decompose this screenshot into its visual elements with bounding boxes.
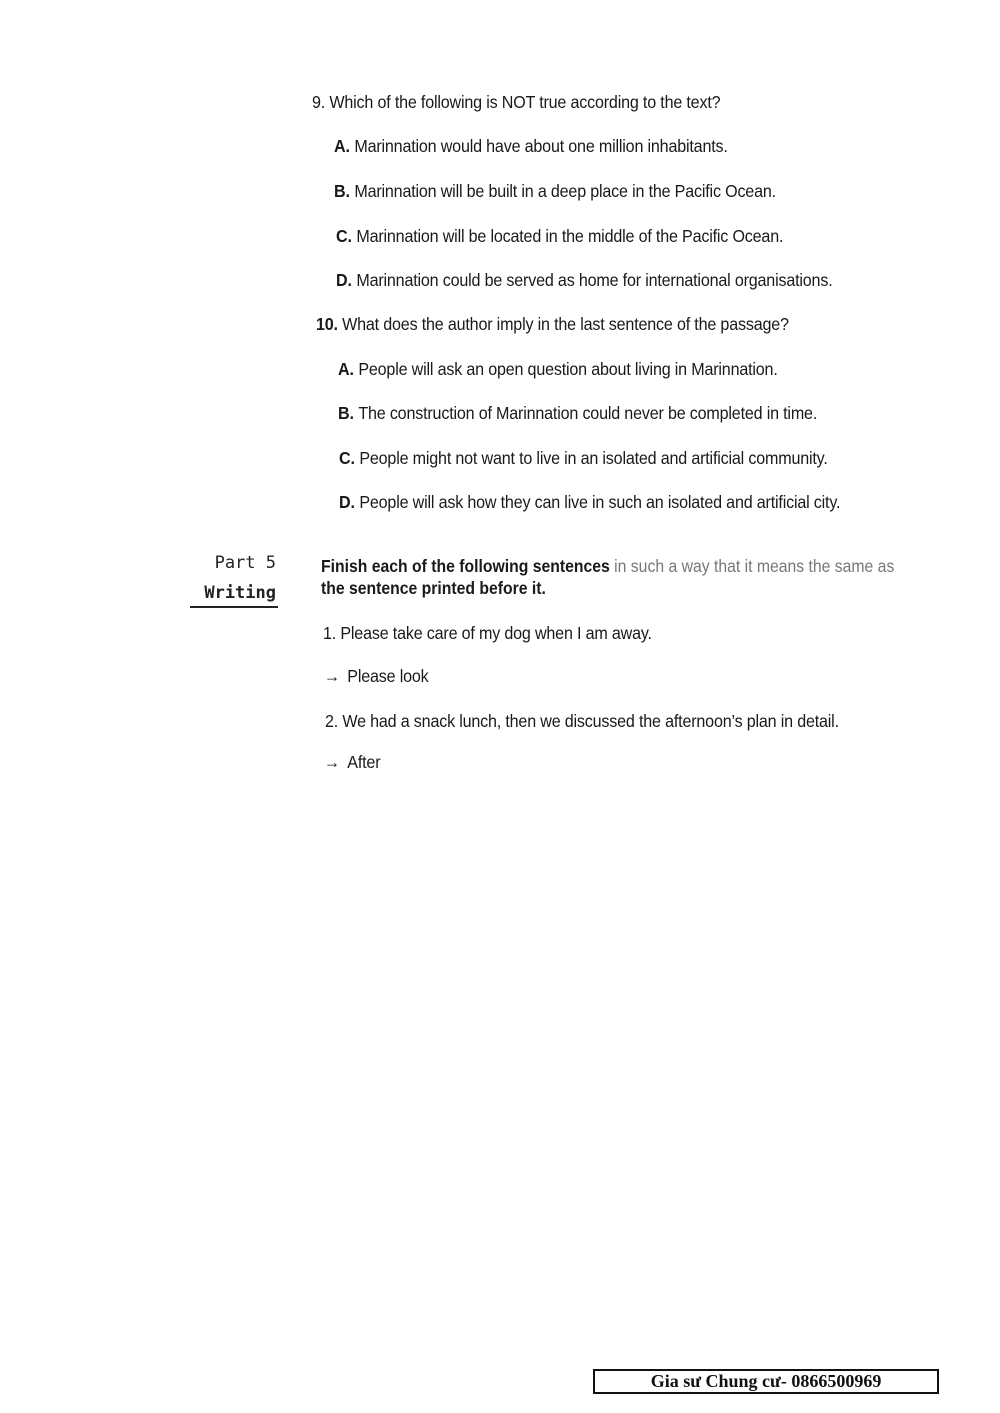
q9-option-a (334, 135, 728, 157)
item-number: 2. (325, 711, 339, 731)
part-label: Part 5 (214, 553, 276, 573)
question-number: 10. (316, 314, 338, 334)
prompt-text: After (347, 752, 381, 772)
question-9 (312, 91, 720, 113)
item-text: Please take care of my dog when I am away. (340, 623, 652, 643)
item-text: We had a snack lunch, then we discussed the afternoon’s plan in detail. (342, 711, 839, 731)
arrow-right-icon: → (324, 752, 340, 772)
option-text: People will ask how they can live in such an isolated and artificial city. (359, 492, 841, 512)
option-letter: C. (336, 226, 352, 246)
option-letter: B. (334, 181, 350, 201)
question-number: 9. (312, 92, 326, 112)
instruction-line-1 (321, 555, 894, 577)
writing-prompt-1 (324, 665, 429, 687)
option-text: Marinnation will be built in a deep place in the Pacific Ocean. (354, 181, 776, 201)
writing-item-2 (325, 710, 839, 732)
option-text: Marinnation would have about one million inhabitants. (354, 136, 728, 156)
writing-item-1 (323, 622, 652, 644)
q9-option-b (334, 180, 776, 202)
q10-option-b (338, 402, 817, 424)
option-letter: D. (336, 270, 352, 290)
q9-option-d (336, 269, 832, 291)
option-letter: A. (334, 136, 350, 156)
option-letter: D. (339, 492, 355, 512)
question-text: What does the author imply in the last sentence of the passage? (342, 314, 789, 334)
option-text: The construction of Marinnation could never be completed in time. (358, 403, 818, 423)
option-letter: C. (339, 448, 355, 468)
q10-option-c (339, 447, 828, 469)
option-letter: B. (338, 403, 354, 423)
question-text: Which of the following is NOT true according to the text? (329, 92, 721, 112)
part5-instruction (321, 555, 894, 599)
instruction-line-2: the sentence printed before it. (321, 578, 546, 598)
option-text: People might not want to live in an isolated and artificial community. (359, 448, 828, 468)
item-number: 1. (323, 623, 337, 643)
option-letter: A. (338, 359, 354, 379)
option-text: Marinnation will be located in the middle of the Pacific Ocean. (356, 226, 784, 246)
q9-option-c (336, 225, 783, 247)
section-label-writing: Writing (204, 583, 276, 603)
instruction-bold: Finish each of the following sentences (321, 556, 610, 576)
q10-option-d (339, 491, 840, 513)
section-underline (190, 606, 278, 608)
footer-contact-box: Gia sư Chung cư- 0866500969 (593, 1369, 939, 1394)
arrow-right-icon: → (324, 666, 340, 686)
option-text: Marinnation could be served as home for international organisations. (356, 270, 833, 290)
instruction-faded: in such a way that it means the same as (609, 556, 895, 576)
prompt-text: Please look (347, 666, 429, 686)
question-10 (316, 313, 789, 335)
option-text: People will ask an open question about living in Marinnation. (358, 359, 778, 379)
q10-option-a (338, 358, 778, 380)
writing-prompt-2 (324, 751, 380, 773)
